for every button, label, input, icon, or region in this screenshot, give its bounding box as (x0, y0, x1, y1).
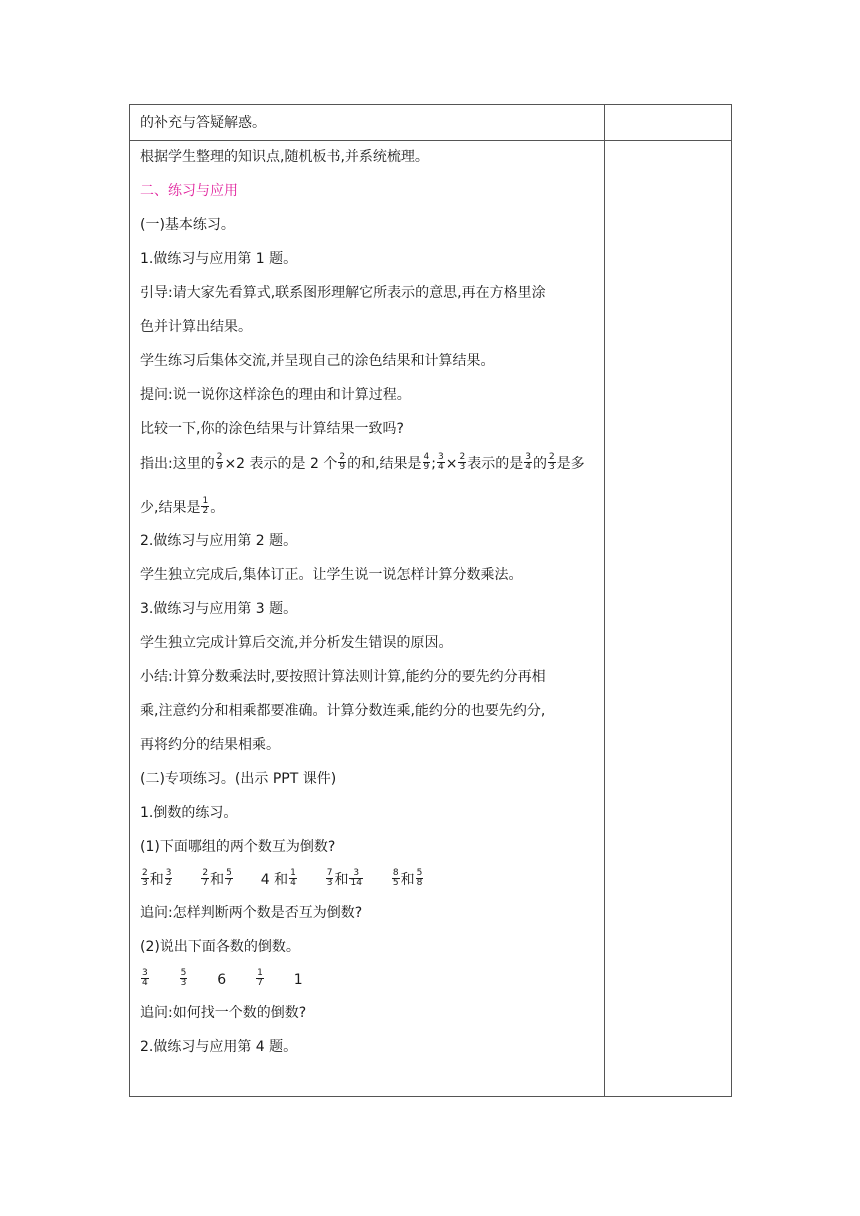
pointout-end: 是多 (556, 456, 585, 472)
pointout-prefix: 指出:这里的 (140, 456, 215, 472)
fraction-numerator: 4 (423, 451, 430, 462)
task1-line: 1.做练习与应用第 1 题。 (140, 251, 298, 267)
fraction-numerator: 7 (326, 867, 333, 878)
pointout-line-2 (130, 495, 604, 518)
row1-text: 的补充与答疑解惑。 (140, 115, 266, 131)
fraction (392, 869, 400, 888)
fraction (216, 453, 224, 472)
fraction (416, 869, 424, 888)
fraction (256, 969, 264, 988)
fraction-numerator: 2 (548, 451, 555, 462)
fraction-numerator: 2 (339, 451, 346, 462)
fraction-numerator: 3 (525, 451, 531, 462)
fraction-denominator: 3 (548, 461, 555, 472)
pairs-line (130, 867, 604, 890)
fraction-denominator: 2 (165, 877, 172, 888)
reciprocal-practice-line: 1.倒数的练习。 (140, 805, 238, 821)
fraction-numerator: 2 (142, 867, 148, 878)
fraction-denominator: 9 (216, 461, 223, 472)
guide-line-1: 引导:请大家先看算式,联系图形理解它所表示的意思,再在方格里涂 (140, 285, 546, 301)
fraction-numerator: 3 (142, 967, 148, 978)
fraction-denominator: 5 (392, 877, 399, 888)
pair-and: 和 (149, 872, 164, 888)
fraction-denominator: 3 (326, 877, 333, 888)
main-cell (130, 141, 605, 1097)
basic-practice-heading: (一)基本练习。 (140, 217, 235, 233)
pair-and: 和 (334, 872, 349, 888)
pointout-times: × (445, 456, 458, 472)
fraction-denominator: 7 (202, 877, 209, 888)
side-cell (605, 141, 732, 1097)
side-cell (605, 105, 732, 141)
fraction (141, 869, 149, 888)
fraction (423, 453, 431, 472)
fraction-denominator: 7 (226, 877, 232, 888)
fraction-denominator: 3 (180, 977, 187, 988)
task3-detail: 学生独立完成计算后交流,并分析发生错误的原因。 (140, 635, 453, 651)
section-heading: 二、练习与应用 (140, 183, 238, 199)
guide-line-2: 色并计算出结果。 (140, 319, 252, 335)
fraction-numerator: 3 (349, 869, 362, 879)
pair-and: 和 (210, 872, 225, 888)
task3-line: 3.做练习与应用第 3 题。 (140, 601, 298, 617)
fraction-numerator: 8 (392, 867, 399, 878)
fraction-numerator: 1 (257, 967, 263, 978)
pair-three-prefix: 4 和 (260, 872, 289, 888)
conclusion-line-1: 小结:计算分数乘法时,要按照计算法则计算,能约分的要先约分再相 (140, 669, 546, 685)
task2-detail: 学生独立完成后,集体订正。让学生说一说怎样计算分数乘法。 (140, 567, 523, 583)
fraction-numerator: 3 (165, 867, 172, 878)
fraction (141, 969, 149, 988)
compare-line: 比较一下,你的涂色结果与计算结果一致吗? (140, 421, 404, 437)
fraction (458, 453, 466, 472)
pointout-line-1 (130, 451, 604, 474)
fraction-denominator: 3 (459, 461, 466, 472)
lesson-plan-table (129, 104, 732, 1097)
fraction-denominator: 14 (350, 877, 362, 888)
fraction (201, 869, 209, 888)
exchange-line: 学生练习后集体交流,并呈现自己的涂色结果和计算结果。 (140, 353, 495, 369)
fraction (225, 869, 233, 888)
pair-and: 和 (400, 872, 415, 888)
number-six: 6 (217, 972, 227, 988)
task2-line: 2.做练习与应用第 2 题。 (140, 533, 298, 549)
table-row (130, 105, 732, 141)
fraction (165, 869, 173, 888)
fraction-numerator: 2 (202, 867, 209, 878)
pointout-line2-prefix: 少,结果是 (140, 500, 201, 516)
pointout-means: 表示的是 (467, 456, 524, 472)
fraction (326, 869, 334, 888)
summary-paragraph: 根据学生整理的知识点,随机板书,并系统梳理。 (140, 149, 429, 165)
fraction-numerator: 5 (416, 867, 423, 878)
fraction (289, 869, 297, 888)
say-reciprocals-line: (2)说出下面各数的倒数。 (140, 939, 300, 955)
fraction-denominator: 4 (525, 461, 531, 472)
fraction (524, 453, 532, 472)
special-practice-heading: (二)专项练习。(出示 PPT 课件) (140, 771, 337, 787)
fraction-denominator: 8 (416, 877, 423, 888)
fraction (437, 453, 445, 472)
fraction (349, 869, 362, 888)
fraction-denominator: 4 (438, 461, 444, 472)
followup-line-1: 追问:怎样判断两个数是否互为倒数? (140, 905, 363, 921)
pointout-of: 的 (532, 456, 547, 472)
task4-line: 2.做练习与应用第 4 题。 (140, 1039, 298, 1055)
fraction-numerator: 1 (290, 867, 296, 878)
fraction-numerator: 3 (438, 451, 444, 462)
numbers-line (130, 967, 604, 990)
fraction-denominator: 9 (339, 461, 346, 472)
fraction (548, 453, 556, 472)
fraction (180, 969, 188, 988)
fraction-denominator: 9 (423, 461, 430, 472)
fraction-numerator: 5 (180, 967, 187, 978)
pointout-semicolon: ; (431, 456, 436, 472)
fraction-numerator: 5 (226, 867, 232, 878)
pointout-line2-end: 。 (210, 500, 225, 516)
fraction-numerator: 1 (202, 495, 209, 506)
fraction-denominator: 7 (257, 977, 263, 988)
conclusion-line-2: 乘,注意约分和相乘都要准确。计算分数连乘,能约分的也要先约分, (140, 703, 546, 719)
pointout-times2: ×2 表示的是 2 个 (224, 456, 338, 472)
table-row (130, 141, 732, 1097)
which-pairs-line: (1)下面哪组的两个数互为倒数? (140, 839, 336, 855)
conclusion-line-3: 再将约分的结果相乘。 (140, 737, 280, 753)
fraction-numerator: 2 (216, 451, 223, 462)
fraction-denominator: 2 (202, 505, 209, 516)
main-cell (130, 105, 605, 141)
fraction-numerator: 2 (459, 451, 466, 462)
fraction (201, 497, 209, 516)
pointout-sum: 的和,结果是 (347, 456, 422, 472)
fraction (338, 453, 346, 472)
question-line: 提问:说一说你这样涂色的理由和计算过程。 (140, 387, 411, 403)
fraction-denominator: 4 (290, 877, 296, 888)
number-one: 1 (293, 972, 303, 988)
fraction-denominator: 3 (142, 877, 148, 888)
fraction-denominator: 4 (142, 977, 148, 988)
followup-line-2: 追问:如何找一个数的倒数? (140, 1005, 307, 1021)
